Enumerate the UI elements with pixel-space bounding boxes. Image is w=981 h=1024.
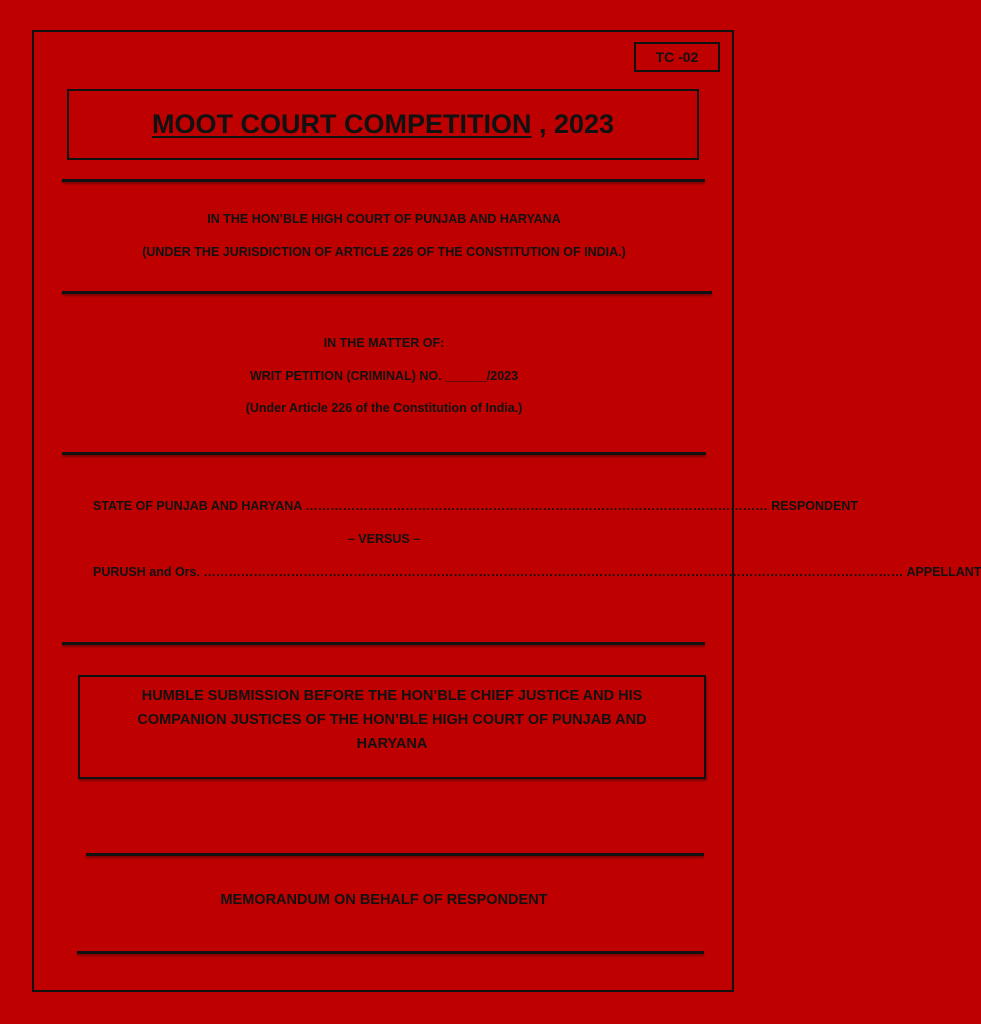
divider-rule	[62, 179, 705, 182]
humble-submission-box	[78, 675, 706, 779]
petition-number: WRIT PETITION (CRIMINAL) NO. ______/2023	[249, 369, 519, 383]
appellant-line: PURUSH and Ors. …………………………………………………………………………………………………………………………………………………… APPELLANT	[93, 565, 981, 579]
divider-rule	[62, 642, 705, 645]
divider-rule	[77, 951, 704, 954]
title-underlined: MOOT COURT COMPETITION	[151, 109, 532, 139]
title-box	[67, 89, 699, 160]
divider-rule	[62, 291, 712, 294]
court-name: IN THE HON’BLE HIGH COURT OF PUNJAB AND HARYANA	[207, 212, 561, 226]
humble-submission-text: HUMBLE SUBMISSION BEFORE THE HON’BLE CHIEF JUSTICE AND HIS COMPANION JUSTICES OF THE HON’BLE HIGH COURT OF PUNJAB AND HARYANA	[137, 688, 647, 752]
page-title	[152, 109, 614, 140]
divider-rule	[62, 452, 706, 455]
article-line: (Under Article 226 of the Constitution of India.)	[245, 401, 523, 415]
memorandum-title: MEMORANDUM ON BEHALF OF RESPONDENT	[220, 892, 548, 908]
divider-rule	[86, 853, 704, 856]
title-year: , 2023	[531, 109, 615, 139]
respondent-line: STATE OF PUNJAB AND HARYANA ………………………………………………………………………………………………… RESPONDENT	[93, 499, 859, 513]
matter-heading: IN THE MATTER OF:	[323, 336, 445, 350]
versus-line: – VERSUS –	[347, 532, 421, 546]
team-code-box	[634, 42, 720, 72]
jurisdiction-line: (UNDER THE JURISDICTION OF ARTICLE 226 OF THE CONSTITUTION OF INDIA.)	[142, 245, 626, 259]
team-code-label: TC -02	[655, 49, 699, 65]
